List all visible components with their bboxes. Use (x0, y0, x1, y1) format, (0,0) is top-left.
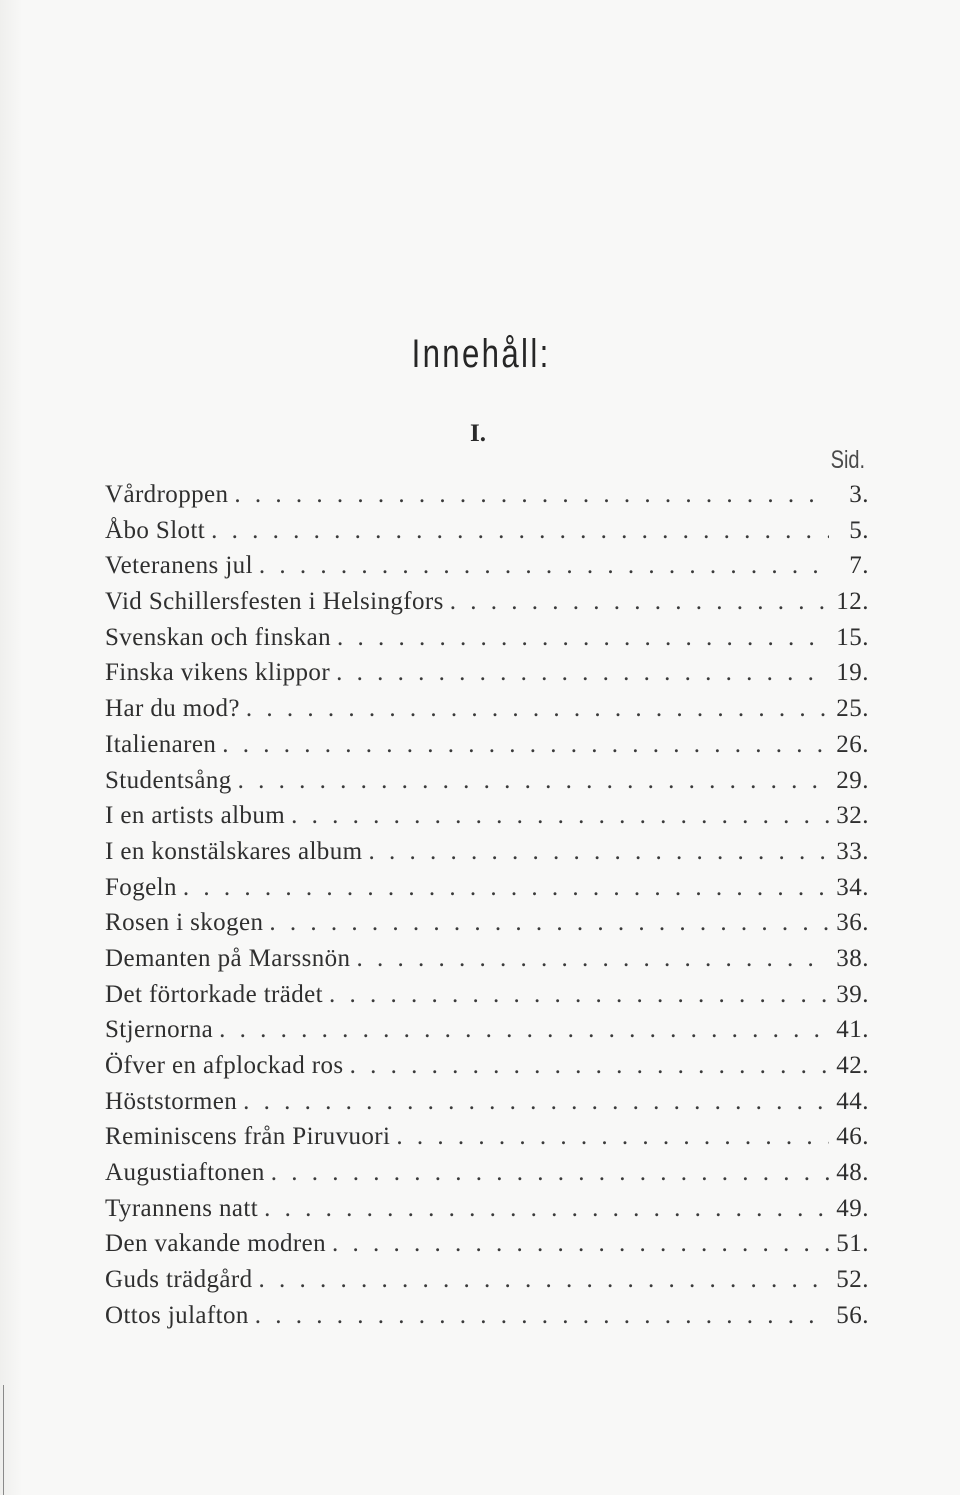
section-number: I. (470, 420, 486, 447)
toc-entry (105, 1016, 869, 1052)
toc-entry (105, 659, 869, 695)
dot-leader (265, 1159, 829, 1187)
toc-entry-page: 3. (849, 481, 869, 508)
dot-leader (240, 695, 829, 723)
toc-entry-page: 51. (836, 1230, 869, 1258)
dot-leader (253, 552, 829, 580)
toc-entry (105, 517, 869, 553)
toc-entry-title: Öfver en afplockad ros (105, 1052, 344, 1079)
dot-leader (263, 909, 829, 937)
dot-leader (177, 874, 829, 902)
toc-entry (105, 838, 869, 874)
toc-entry-title: Åbo Slott (105, 516, 206, 544)
dot-leader (344, 1052, 829, 1080)
page-gutter-shadow (0, 0, 22, 1495)
toc-entry (105, 1230, 869, 1266)
toc-entry-page: 48. (836, 1159, 869, 1187)
toc-entry-page: 5. (849, 516, 869, 544)
toc-entry-title: Guds trädgård (105, 1266, 253, 1294)
toc-entry (105, 802, 869, 838)
toc-entry (105, 1195, 869, 1231)
toc-entry-title: Finska vikens klippor (105, 659, 331, 687)
toc-entry-page: 44. (836, 1087, 869, 1115)
toc-entry (105, 481, 869, 517)
toc-entry-page: 12. (836, 588, 869, 616)
toc-entry-page: 41. (836, 1016, 869, 1044)
toc-entry-page: 56. (836, 1301, 869, 1329)
toc-entry (105, 1088, 869, 1124)
toc-entry (105, 767, 869, 803)
dot-leader (253, 1266, 829, 1294)
toc-entry-title: Reminiscens från Piruvuori (105, 1123, 391, 1151)
toc-entry (105, 624, 869, 660)
page-column-label: Sid. (830, 446, 865, 474)
dot-leader (213, 1016, 829, 1044)
toc-entry-title: Ottos julafton (105, 1301, 249, 1329)
dot-leader (326, 1230, 829, 1258)
toc-entry-page: 32. (836, 802, 869, 830)
toc-entry-page: 34. (836, 873, 869, 901)
toc-entry (105, 874, 869, 910)
toc-entry-title: Det förtorkade trädet (105, 980, 324, 1008)
dot-leader (330, 659, 829, 687)
page-title: Innehåll: (411, 332, 551, 376)
toc-entry-title: Svenskan och finskan (105, 623, 332, 651)
toc-entry (105, 945, 869, 981)
dot-leader (228, 481, 829, 509)
dot-leader (258, 1195, 829, 1223)
toc-entry-title: Vårdroppen (105, 481, 229, 508)
table-of-contents (105, 481, 869, 1338)
toc-entry-title: Augustiaftonen (105, 1159, 265, 1187)
page-edge-mark (3, 1385, 4, 1495)
toc-entry (105, 1302, 869, 1338)
toc-entry-title: Fogeln (105, 873, 177, 901)
toc-entry-page: 36. (836, 909, 869, 937)
toc-entry-title: Har du mod? (105, 695, 240, 723)
toc-entry-title: Rosen i skogen (105, 909, 264, 937)
toc-entry (105, 552, 869, 588)
toc-entry-page: 33. (836, 837, 869, 865)
toc-entry (105, 1052, 869, 1088)
toc-entry-title: Tyrannens natt (105, 1194, 259, 1222)
toc-entry-page: 25. (836, 695, 869, 723)
toc-entry-page: 7. (849, 552, 869, 580)
toc-entry-title: Veteranens jul (105, 552, 253, 580)
dot-leader (237, 1088, 829, 1116)
toc-entry (105, 1266, 869, 1302)
dot-leader (216, 731, 829, 759)
toc-entry (105, 731, 869, 767)
toc-entry-page: 19. (836, 659, 869, 687)
toc-entry-title: Studentsång (105, 766, 232, 794)
toc-entry (105, 695, 869, 731)
toc-entry (105, 1159, 869, 1195)
toc-entry-title: Den vakande modren (105, 1230, 327, 1258)
toc-entry-page: 15. (836, 623, 869, 651)
dot-leader (232, 767, 829, 795)
dot-leader (444, 588, 829, 616)
toc-entry (105, 909, 869, 945)
toc-entry-page: 46. (836, 1123, 869, 1151)
dot-leader (249, 1302, 829, 1330)
toc-entry-page: 39. (836, 980, 869, 1008)
dot-leader (205, 517, 829, 545)
dot-leader (362, 838, 829, 866)
toc-entry (105, 981, 869, 1017)
toc-entry-page: 52. (836, 1266, 869, 1294)
dot-leader (285, 802, 829, 830)
dot-leader (350, 945, 829, 973)
toc-entry-title: Italienaren (105, 730, 217, 758)
toc-entry-page: 38. (836, 944, 869, 972)
toc-entry-page: 42. (836, 1052, 869, 1079)
dot-leader (331, 624, 829, 652)
toc-entry-page: 26. (836, 730, 869, 758)
toc-entry-page: 29. (836, 766, 869, 794)
toc-entry-title: I en artists album (105, 802, 286, 830)
toc-entry-title: I en konstälskares album (105, 837, 363, 865)
dot-leader (390, 1123, 829, 1151)
toc-entry (105, 588, 869, 624)
toc-entry-title: Demanten på Marssnön (105, 944, 351, 972)
toc-entry-page: 49. (836, 1194, 869, 1222)
toc-entry-title: Vid Schillersfesten i Helsingfors (105, 588, 444, 616)
toc-entry-title: Stjernorna (105, 1016, 214, 1044)
toc-entry (105, 1123, 869, 1159)
dot-leader (323, 981, 829, 1009)
toc-entry-title: Höststormen (105, 1087, 238, 1115)
